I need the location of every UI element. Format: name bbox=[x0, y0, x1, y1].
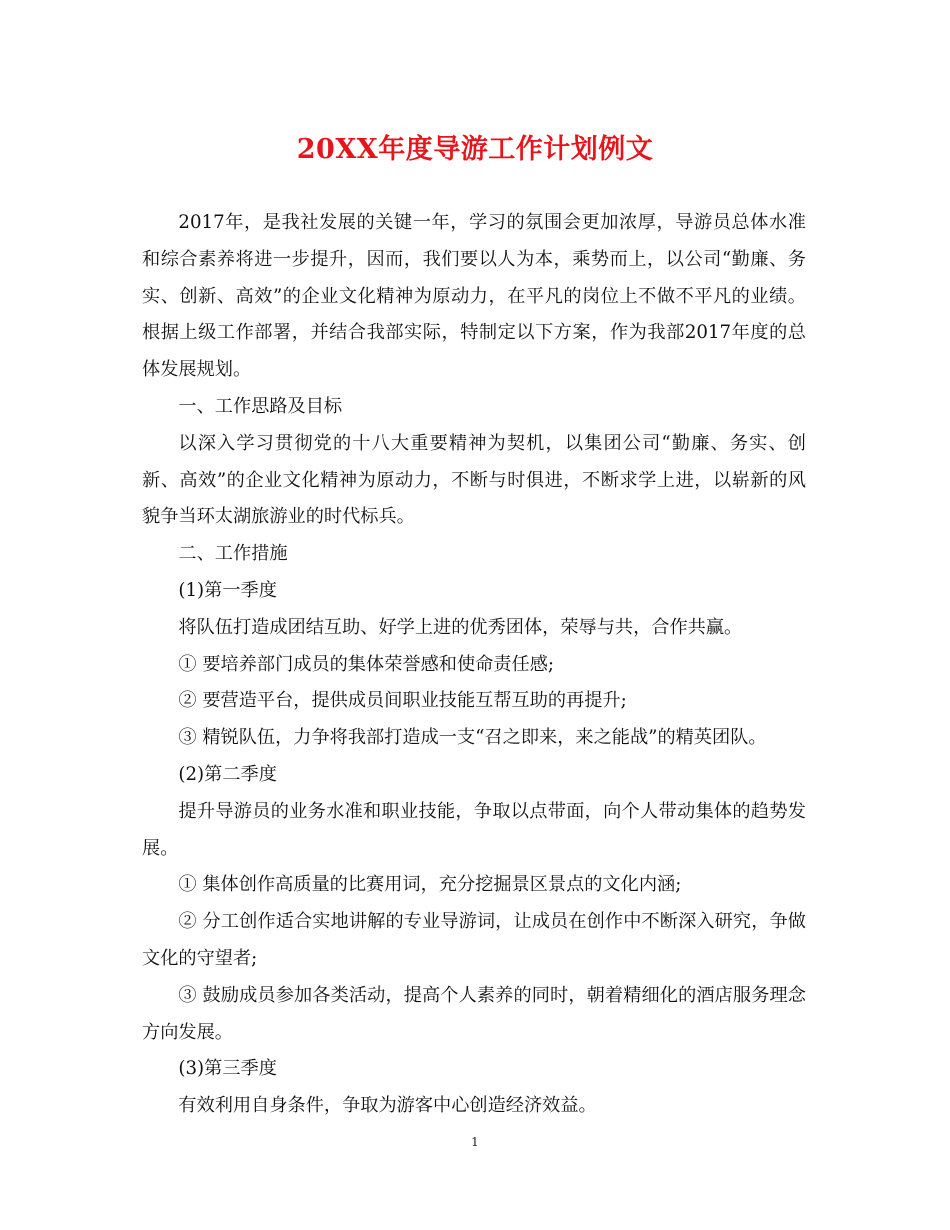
section-heading-1: 一、工作思路及目标 bbox=[178, 395, 343, 417]
list-item-q1-2: ② 要营造平台，提供成员间职业技能互帮互助的再提升; bbox=[178, 690, 627, 712]
page-number: 1 bbox=[471, 1135, 479, 1149]
paragraph-q3-summary: 有效利用自身条件，争取为游客中心创造经济效益。 bbox=[178, 1095, 597, 1117]
subheading-q3: (3)第三季度 bbox=[178, 1058, 277, 1080]
paragraph-intro: 2017年，是我社发展的关键一年，学习的氛围会更加浓厚，导游员总体水准和综合素养将进一步提升，因而，我们要以人为本，乘势而上，以公司“勤廉、务实、创新、高效”的企业文化精神为原动力，在平凡的岗位上不做不平凡的业绩。根据上级工作部署，并结合我部实际，特制定以下方案，作为我部2017年度的总体发展规划。 bbox=[142, 212, 806, 381]
paragraph-q2-summary: 提升导游员的业务水准和职业技能，争取以点带面，向个人带动集体的趋势发展。 bbox=[142, 800, 806, 859]
document-title: 20XX年度导游工作计划例文 bbox=[296, 134, 654, 165]
paragraph-goals: 以深入学习贯彻党的十八大重要精神为契机，以集团公司“勤廉、务实、创新、高效”的企业文化精神为原动力，不断与时俱进，不断求学上进，以崭新的风貌争当环太湖旅游业的时代标兵。 bbox=[142, 432, 806, 528]
document-body bbox=[142, 205, 806, 1125]
list-item-q2-1: ① 集体创作高质量的比赛用词，充分挖掘景区景点的文化内涵; bbox=[178, 874, 682, 896]
section-heading-2: 二、工作措施 bbox=[178, 543, 288, 565]
list-item-q2-2: ② 分工创作适合实地讲解的专业导游词，让成员在创作中不断深入研究，争做文化的守望者; bbox=[142, 911, 806, 969]
list-item-q1-1: ① 要培养部门成员的集体荣誉感和使命责任感; bbox=[178, 653, 555, 675]
subheading-q1: (1)第一季度 bbox=[178, 579, 277, 601]
list-item-q1-3: ③ 精锐队伍，力争将我部打造成一支“召之即来，来之能战”的精英团队。 bbox=[178, 727, 767, 749]
subheading-q2: (2)第二季度 bbox=[178, 763, 277, 785]
paragraph-q1-summary: 将队伍打造成团结互助、好学上进的优秀团体，荣辱与共，合作共赢。 bbox=[178, 616, 743, 638]
list-item-q2-3: ③ 鼓励成员参加各类活动，提高个人素养的同时，朝着精细化的酒店服务理念方向发展。 bbox=[142, 984, 806, 1043]
